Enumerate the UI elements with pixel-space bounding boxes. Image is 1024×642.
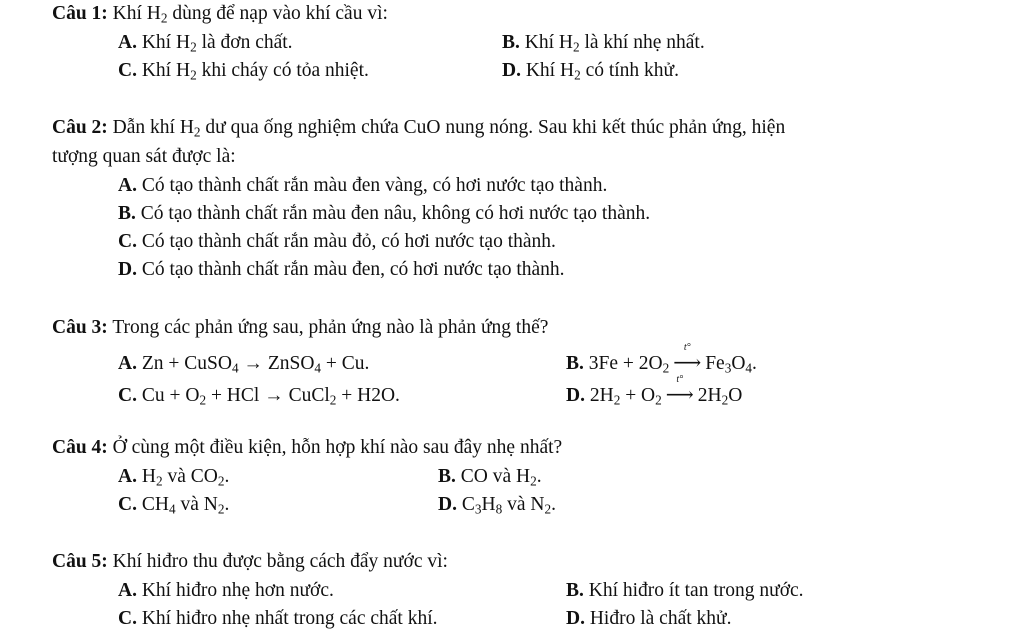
question-3-option-c: C. $Cu + O_2$ + HCl → CuCl$_2$ + H2O. [118,385,400,408]
question-2-stem-line2: tượng quan sát được là: [52,146,236,167]
question-4-option-b: B. CO và $H_2$. [438,466,542,489]
question-4-stem: Câu 4: Ở cùng một điều kiện, hỗn hợp khí nào sau đây nhẹ nhất? [52,437,563,458]
question-5-option-a: A. Khí hiđro nhẹ hơn nước. [118,580,334,601]
question-3-option-a: A. Zn + CuSO$_4$ → ZnSO$_4$ + Cu. [118,353,370,376]
question-5-stem: Câu 5: Khí hiđro thu được bằng cách đẩy nước vì: [52,551,448,572]
question-3-option-b: B. $3Fe + 2O_2$ t° ⟶ $Fe_3O_4$. [566,342,757,376]
question-4-option-d: D. $C_3H_8$ và $N_2$. [438,494,556,517]
question-2-option-d: D. Có tạo thành chất rắn màu đen, có hơi nước tạo thành. [118,259,565,280]
question-label: Câu 1: [52,3,108,24]
question-label: Câu 4: [52,437,108,458]
reaction-arrow-icon: t° ⟶ [665,374,694,406]
question-3-stem: Câu 3: Trong các phản ứng sau, phản ứng nào là phản ứng thế? [52,317,549,338]
question-label: Câu 3: [52,317,108,338]
question-label: Câu 5: [52,551,108,572]
question-4-option-a: A. $H_2$ và $CO_2$. [118,466,230,489]
question-5-option-b: B. Khí hiđro ít tan trong nước. [566,580,804,601]
question-2-option-b: B. Có tạo thành chất rắn màu đen nâu, không có hơi nước tạo thành. [118,203,651,224]
reaction-arrow-icon: t° ⟶ [673,342,702,374]
question-label: Câu 2: [52,117,108,138]
question-5-option-d: D. Hiđro là chất khử. [566,608,732,629]
question-2-option-c: C. Có tạo thành chất rắn màu đỏ, có hơi nước tạo thành. [118,231,556,252]
question-1-option-b: B. Khí $H_2$ là khí nhẹ nhất. [502,32,705,55]
question-5-option-c: C. Khí hiđro nhẹ nhất trong các chất khí. [118,608,438,629]
question-2-option-a: A. Có tạo thành chất rắn màu đen vàng, có hơi nước tạo thành. [118,175,608,196]
question-1-stem: Câu 1: Khí $H_2$ dùng để nạp vào khí cầu vì: [52,3,388,26]
question-3-option-d: D. $2H_2 + O_2$ t° ⟶ $2H_2O$ [566,374,743,408]
question-2-stem: Câu 2: Dẫn khí $H_2$ dư qua ống nghiệm chứa CuO nung nóng. Sau khi kết thúc phản ứng, hiện [52,117,786,140]
question-1-option-a: A. Khí $H_2$ là đơn chất. [118,32,293,55]
question-1-option-c: C. Khí $H_2$ khi cháy có tỏa nhiệt. [118,60,369,83]
question-1-option-d: D. Khí $H_2$ có tính khử. [502,60,679,83]
question-4-option-c: C. $CH_4$ và $N_2$. [118,494,230,517]
